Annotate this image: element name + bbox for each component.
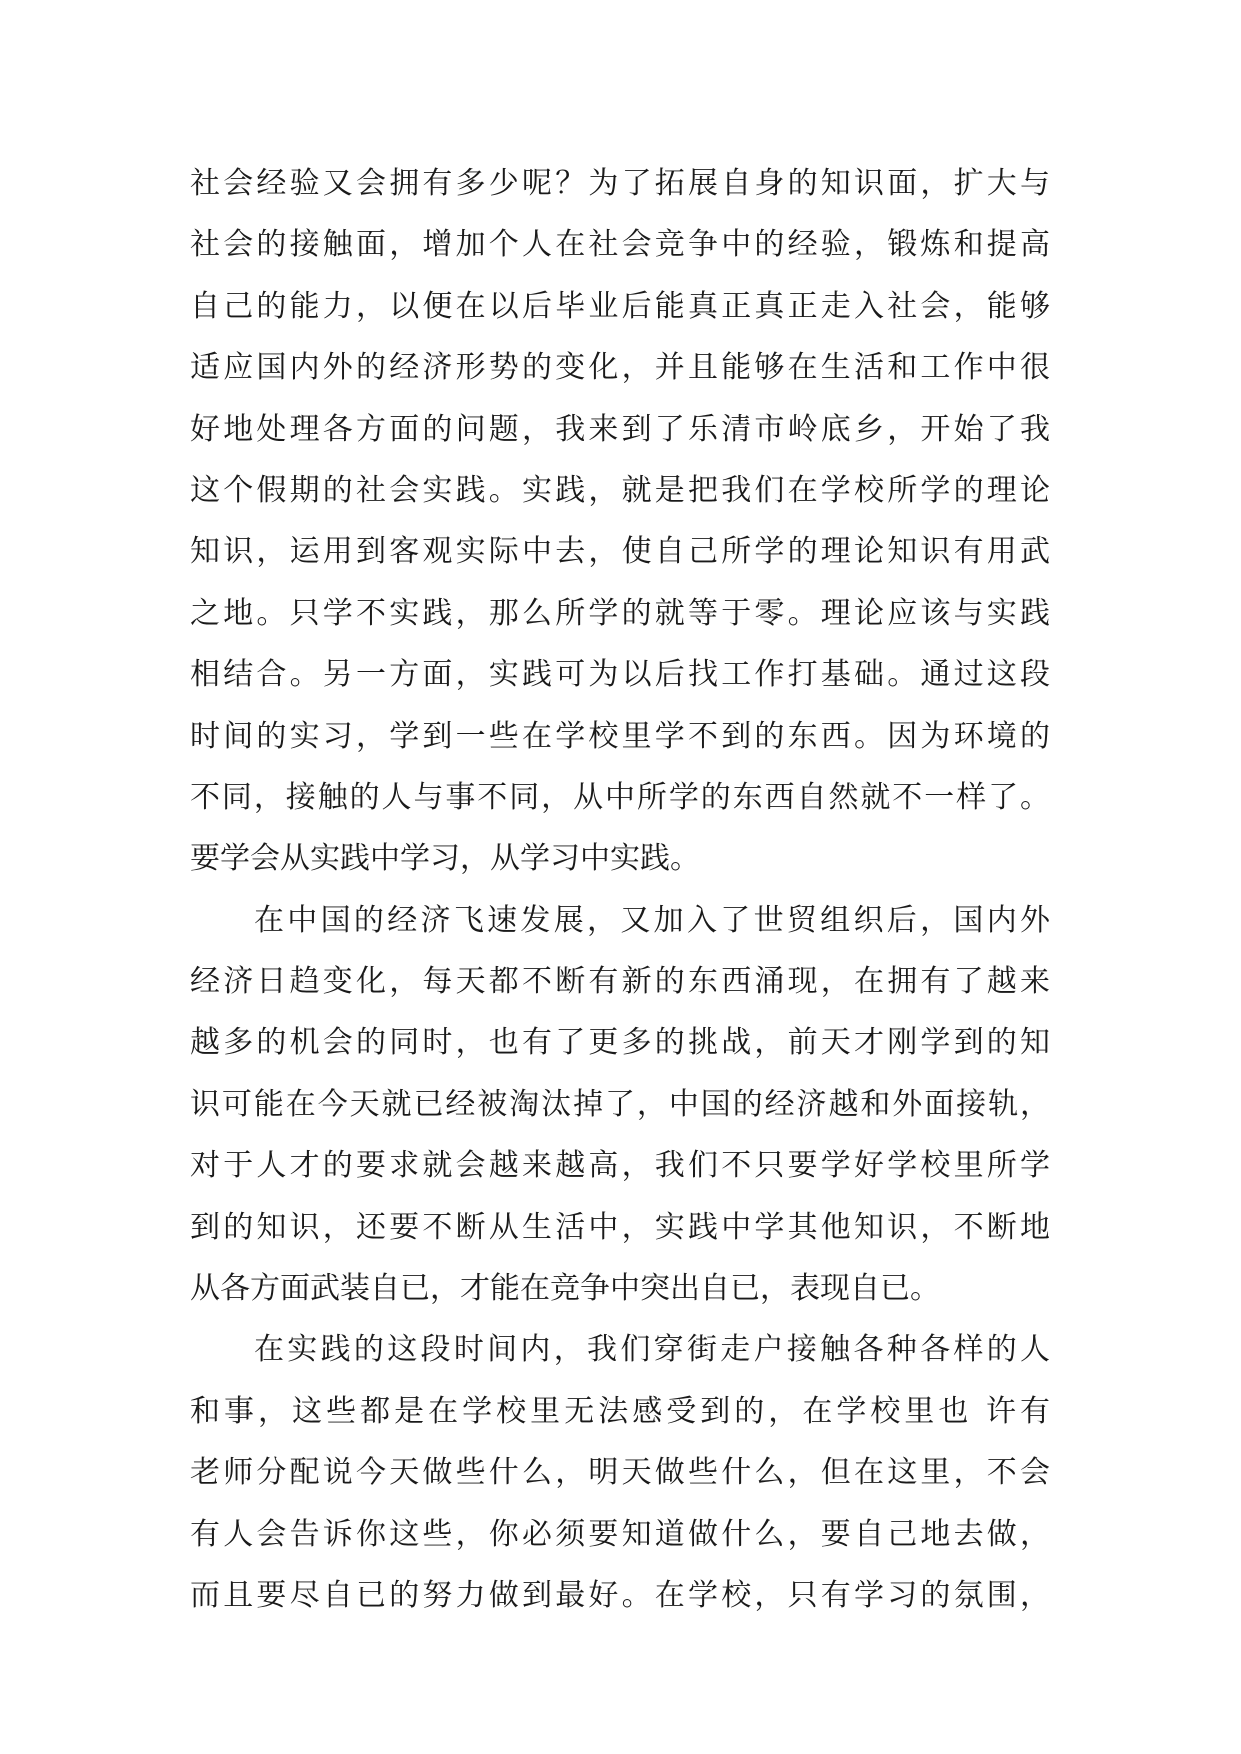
text-line: 而且要尽自已的努力做到最好。在学校，只有学习的氛围， [190, 1577, 1050, 1613]
text-line: 到的知识，还要不断从生活中，实践中学其他知识，不断地 [190, 1209, 1050, 1245]
text-line: 社会的接触面，增加个人在社会竞争中的经验，锻炼和提高 [190, 227, 1050, 263]
text-line: 知识，运用到客观实际中去，使自己所学的理论知识有用武 [190, 534, 1050, 570]
text-line: 从各方面武装自已，才能在竞争中突出自已，表现自已。 [190, 1271, 940, 1307]
text-line: 相结合。另一方面，实践可为以后找工作打基础。通过这段 [190, 657, 1050, 693]
body-text [190, 153, 1050, 1626]
paragraph-first-line: 在中国的经济飞速发展，又加入了世贸组织后，国内外 [254, 902, 1050, 938]
text-line: 时间的实习，学到一些在学校里学不到的东西。因为环境的 [190, 718, 1050, 754]
text-line: 自己的能力，以便在以后毕业后能真正真正走入社会，能够 [190, 288, 1050, 324]
text-line: 对于人才的要求就会越来越高，我们不只要学好学校里所学 [190, 1148, 1050, 1184]
text-line: 越多的机会的同时，也有了更多的挑战，前天才刚学到的知 [190, 1025, 1050, 1061]
text-line: 老师分配说今天做些什么，明天做些什么，但在这里，不会 [190, 1455, 1050, 1491]
paragraph-first-line: 在实践的这段时间内，我们穿街走户接触各种各样的人 [254, 1332, 1050, 1368]
text-line: 这个假期的社会实践。实践，就是把我们在学校所学的理论 [190, 472, 1050, 508]
text-line: 识可能在今天就已经被淘汰掉了，中国的经济越和外面接轨， [190, 1086, 1050, 1122]
text-line: 社会经验又会拥有多少呢？为了拓展自身的知识面，扩大与 [190, 166, 1050, 201]
text-line: 适应国内外的经济形势的变化，并且能够在生活和工作中很 [190, 350, 1050, 386]
text-line: 之地。只学不实践，那么所学的就等于零。理论应该与实践 [190, 595, 1050, 631]
text-line: 不同，接触的人与事不同，从中所学的东西自然就不一样了。 [190, 779, 1050, 815]
text-line: 好地处理各方面的问题，我来到了乐清市岭底乡，开始了我 [190, 411, 1050, 447]
text-line: 要学会从实践中学习，从学习中实践。 [190, 841, 700, 877]
text-line: 有人会告诉你这些，你必须要知道做什么，要自己地去做， [190, 1516, 1050, 1552]
text-line: 经济日趋变化，每天都不断有新的东西涌现，在拥有了越来 [190, 964, 1050, 1000]
text-line: 和事，这些都是在学校里无法感受到的，在学校里也 许有 [190, 1393, 1050, 1429]
